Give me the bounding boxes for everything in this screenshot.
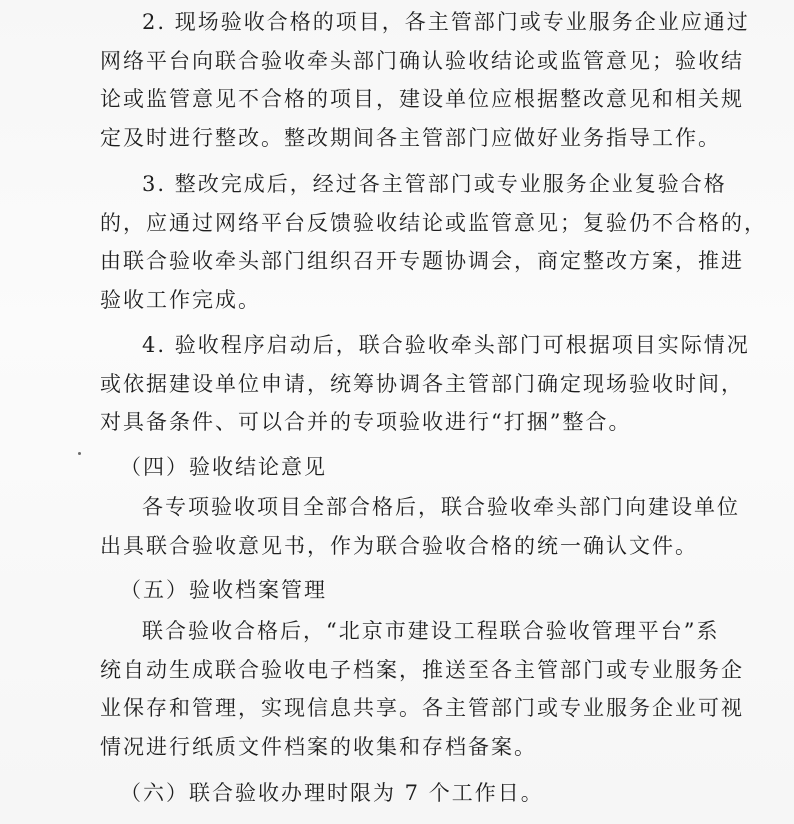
scan-speck bbox=[78, 452, 81, 455]
text-line: 论或监管意见不合格的项目，建设单位应根据整改意见和相关规 bbox=[100, 87, 744, 111]
text-line: 对具备条件、可以合并的专项验收进行“打捆”整合。 bbox=[100, 410, 632, 434]
text-line: 2. 现场验收合格的项目，各主管部门或专业服务企业应通过 bbox=[142, 10, 750, 34]
text-line: 各专项验收项目全部合格后，联合验收牵头部门向建设单位 bbox=[142, 495, 740, 519]
text-line: 或依据建设单位申请，统筹协调各主管部门确定现场验收时间， bbox=[100, 371, 744, 396]
text-line: 的，应通过网络平台反馈验收结论或监管意见；复验仍不合格的， bbox=[100, 210, 767, 235]
paragraph-conclusion bbox=[100, 488, 740, 565]
text-line: 4. 验收程序启动后，联合验收牵头部门可根据项目实际情况 bbox=[142, 333, 750, 357]
section-heading-archive bbox=[120, 571, 720, 610]
paragraph-item-2 bbox=[100, 3, 750, 157]
text-line: 定及时进行整改。整改期间各主管部门应做好业务指导工作。 bbox=[100, 125, 721, 150]
section-heading-conclusion bbox=[120, 448, 720, 487]
paragraph-item-3 bbox=[100, 165, 767, 319]
heading-text: （五）验收档案管理 bbox=[120, 578, 327, 602]
paragraph-archive bbox=[100, 612, 744, 766]
text-line: 联合验收合格后，“北京市建设工程联合验收管理平台”系 bbox=[142, 619, 720, 643]
section-heading-time-limit bbox=[120, 774, 720, 813]
text-line: 业保存和管理，实现信息共享。各主管部门或专业服务企业可视 bbox=[100, 696, 744, 720]
paragraph-item-4 bbox=[100, 326, 750, 442]
text-line: 网络平台向联合验收牵头部门确认验收结论或监管意见；验收结 bbox=[100, 48, 744, 73]
text-line: 出具联合验收意见书，作为联合验收合格的统一确认文件。 bbox=[100, 533, 698, 558]
text-line: 3. 整改完成后，经过各主管部门或专业服务企业复验合格 bbox=[142, 172, 727, 196]
heading-text: （六）联合验收办理时限为 7 个工作日。 bbox=[120, 781, 544, 805]
text-line: 验收工作完成。 bbox=[100, 287, 261, 312]
text-line: 统自动生成联合验收电子档案，推送至各主管部门或专业服务企 bbox=[100, 657, 744, 682]
heading-text: （四）验收结论意见 bbox=[120, 455, 327, 479]
text-line: 由联合验收牵头部门组织召开专题协调会，商定整改方案，推进 bbox=[100, 249, 744, 273]
text-line: 情况进行纸质文件档案的收集和存档备案。 bbox=[100, 734, 537, 759]
